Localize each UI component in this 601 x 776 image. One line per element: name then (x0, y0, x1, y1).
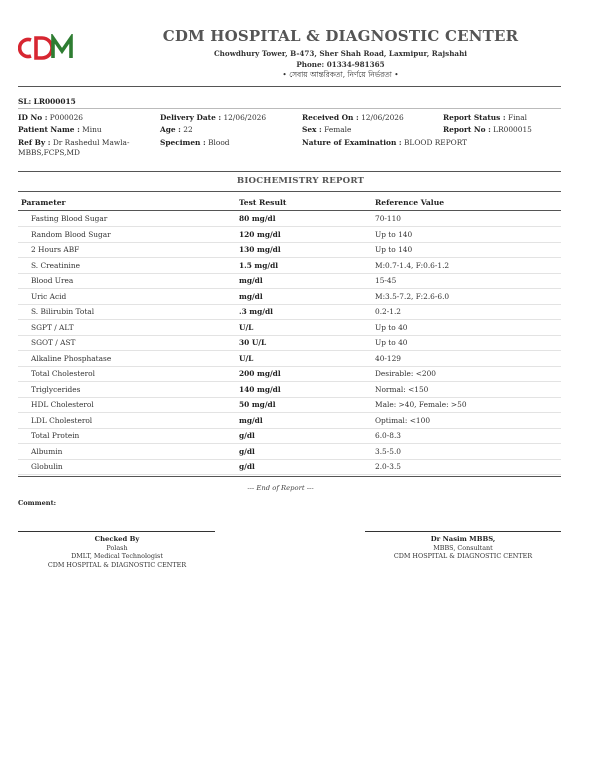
info-divider (18, 171, 561, 172)
table-row: Total Cholesterol 200 mg/dl Desirable: <200 (18, 366, 561, 382)
table-top-rule (18, 191, 561, 192)
delivery-date: Delivery Date : 12/06/2026 (160, 113, 267, 122)
end-of-report: --- End of Report --- (247, 484, 314, 492)
referred-by: Ref By : Dr Rashedul Mawla- MBBS,FCPS,MD (18, 138, 130, 157)
table-bottom-rule (18, 476, 561, 477)
table-row: Albumin g/dl 3.5-5.0 (18, 444, 561, 460)
nature-of-examination: Nature of Examination : BLOOD REPORT (302, 138, 468, 147)
hospital-phone: Phone: 01334-981365 (296, 60, 385, 69)
left-signature-line (18, 531, 215, 532)
report-title: BIOCHEMISTRY REPORT (236, 176, 365, 186)
col-test-result: Test Result (239, 198, 287, 207)
table-row: Total Protein g/dl 6.0-8.3 (18, 428, 561, 444)
doctor-signature (363, 535, 563, 561)
doctor-org: CDM HOSPITAL & DIAGNOSTIC CENTER (393, 552, 533, 561)
table-row: HDL Cholesterol 50 mg/dl Male: >40, Female: >50 (18, 397, 561, 413)
doctor-designation: MBBS, Consultant (433, 543, 493, 552)
table-row: Fasting Blood Sugar 80 mg/dl 70-110 (18, 211, 561, 227)
specimen: Specimen : Blood (160, 138, 230, 147)
hospital-tagline: • সেবায় আন্তরিকতা, নির্ণয়ে নির্ভরতা • (282, 70, 399, 79)
col-reference-value: Reference Value (375, 198, 445, 207)
col-parameter: Parameter (21, 198, 66, 207)
patient-sex: Sex : Female (302, 125, 352, 134)
table-header (18, 196, 561, 209)
table-row: S. Bilirubin Total .3 mg/dl 0.2-1.2 (18, 304, 561, 320)
sl-number: SL: LR000015 (18, 97, 76, 106)
comment-label: Comment: (18, 499, 57, 507)
received-on: Received On : 12/06/2026 (302, 113, 404, 122)
report-status: Report Status : Final (443, 113, 528, 122)
table-row: SGPT / ALT U/L Up to 40 (18, 320, 561, 336)
patient-name: Patient Name : Minu (18, 125, 102, 134)
checked-by-name: Polash (106, 543, 128, 552)
hospital-name: CDM HOSPITAL & DIAGNOSTIC CENTER (162, 27, 519, 45)
table-row: Globulin g/dl 2.0-3.5 (18, 459, 561, 475)
checked-by-designation: DMLT, Medical Technologist (71, 552, 163, 561)
table-row: Alkaline Phosphatase U/L 40-129 (18, 351, 561, 367)
report-number: Report No : LR000015 (443, 125, 532, 134)
table-row: LDL Cholesterol mg/dl Optimal: <100 (18, 413, 561, 429)
table-row: SGOT / AST 30 U/L Up to 40 (18, 335, 561, 351)
right-signature-line (365, 531, 561, 532)
checked-by-signature (17, 535, 217, 569)
table-row: Uric Acid mg/dl M:3.5-7.2, F:2.6-6.0 (18, 289, 561, 305)
checked-by-title: Checked By (94, 535, 140, 543)
patient-id: ID No : P000026 (18, 113, 83, 122)
header-divider (18, 86, 561, 87)
patient-age: Age : 22 (160, 125, 193, 134)
doctor-name: Dr Nasim MBBS, (430, 535, 496, 543)
table-row: S. Creatinine 1.5 mg/dl M:0.7-1.4, F:0.6-1.2 (18, 258, 561, 274)
table-row: 2 Hours ABF 130 mg/dl Up to 140 (18, 242, 561, 258)
hospital-address: Chowdhury Tower, B-473, Sher Shah Road, Laxmipur, Rajshahi (213, 49, 468, 58)
table-row: Triglycerides 140 mg/dl Normal: <150 (18, 382, 561, 398)
table-row: Blood Urea mg/dl 15-45 (18, 273, 561, 289)
sl-divider (18, 108, 561, 109)
checked-by-org: CDM HOSPITAL & DIAGNOSTIC CENTER (47, 560, 187, 569)
table-row: Random Blood Sugar 120 mg/dl Up to 140 (18, 227, 561, 243)
